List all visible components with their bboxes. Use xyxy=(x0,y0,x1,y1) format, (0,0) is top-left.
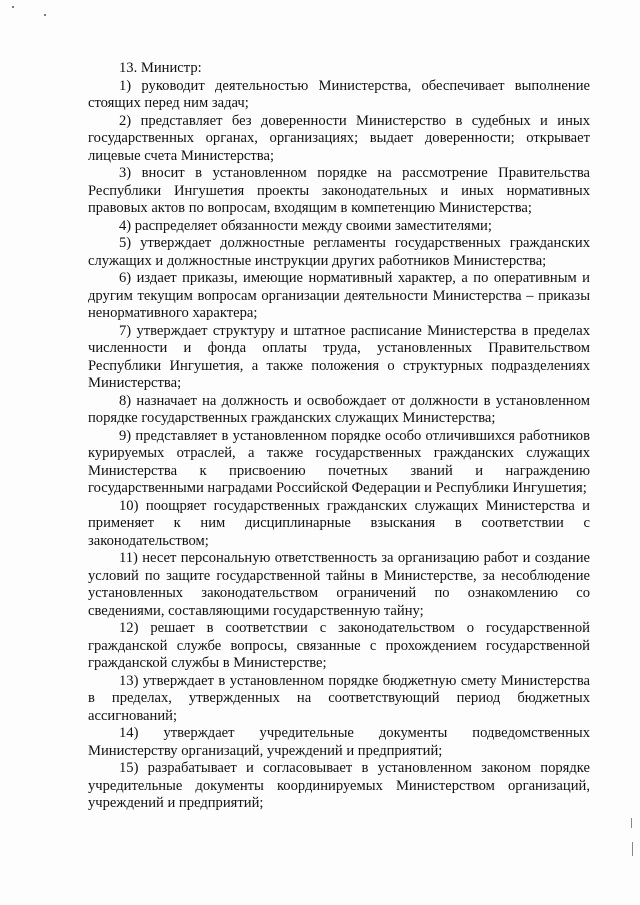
section-heading: 13. Министр: xyxy=(119,60,202,76)
list-item: 7) утверждает структуру и штатное расписание Министерства в пределах численности и фонда оплаты труда, установленных Правительством Республики Ингушетия, а также положения о структурных подразделениях Министерства; xyxy=(88,322,590,391)
scan-edge-mark xyxy=(632,842,633,856)
list-item: 9) представляет в установленном порядке особо отличившихся работников курируемых отраслей, а также государственных гражданских служащих Министерства к присвоению почетных званий и награждению государственными наградами Российской Федерации и Республики Ингушетия; xyxy=(88,427,590,496)
list-item: 15) разрабатывает и согласовывает в установленном законом порядке учредительные документы координируемых Министерством организаций, учреждений и предприятий; xyxy=(88,760,590,811)
list-item: 4) распределяет обязанности между своими заместителями; xyxy=(119,217,492,234)
document-body xyxy=(88,60,590,813)
list-item: 11) несет персональную ответственность за организацию работ и создание условий по защите государственной тайны в Министерстве, за несоблюдение установленных законодательством ограничений по ознакомлению со сведениями, составляющими государственную тайну; xyxy=(88,550,590,619)
list-item: 5) утверждает должностные регламенты государственных гражданских служащих и должностные инструкции других работников Министерства; xyxy=(88,235,590,269)
list-item: 10) поощряет государственных гражданских служащих Министерства и применяет к ним дисциплинарные взыскания в соответствии с законодательством; xyxy=(88,497,590,549)
list-item: 6) издает приказы, имеющие нормативный характер, а по оперативным и другим текущим вопросам организации деятельности Министерства – приказы ненормативного характера; xyxy=(88,270,590,321)
scan-speck xyxy=(12,6,14,8)
list-item: 1) руководит деятельностью Министерства, обеспечивает выполнение стоящих перед ним задач; xyxy=(88,77,590,111)
list-item: 14) утверждает учредительные документы подведомственных Министерству организаций, учреждений и предприятий; xyxy=(88,725,590,759)
list-item: 2) представляет без доверенности Министерство в судебных и иных государственных органах, организациях; выдает доверенности; открывает лицевые счета Министерства; xyxy=(88,112,590,164)
scan-speck xyxy=(44,14,46,16)
scan-edge-mark xyxy=(631,818,632,828)
list-item: 12) решает в соответствии с законодательством о государственной гражданской службе вопросы, связанные с прохождением государственной гражданской службы в Министерстве; xyxy=(88,620,590,671)
list-item: 8) назначает на должность и освобождает от должности в установленном порядке государственных гражданских служащих Министерства; xyxy=(88,392,590,426)
list-item: 3) вносит в установленном порядке на рассмотрение Правительства Республики Ингушетия проекты законодательных и иных нормативных правовых актов по вопросам, входящим в компетенцию Министерства; xyxy=(88,165,590,216)
list-item: 13) утверждает в установленном порядке бюджетную смету Министерства в пределах, утвержденных на соответствующий период бюджетных ассигнований; xyxy=(88,672,590,724)
